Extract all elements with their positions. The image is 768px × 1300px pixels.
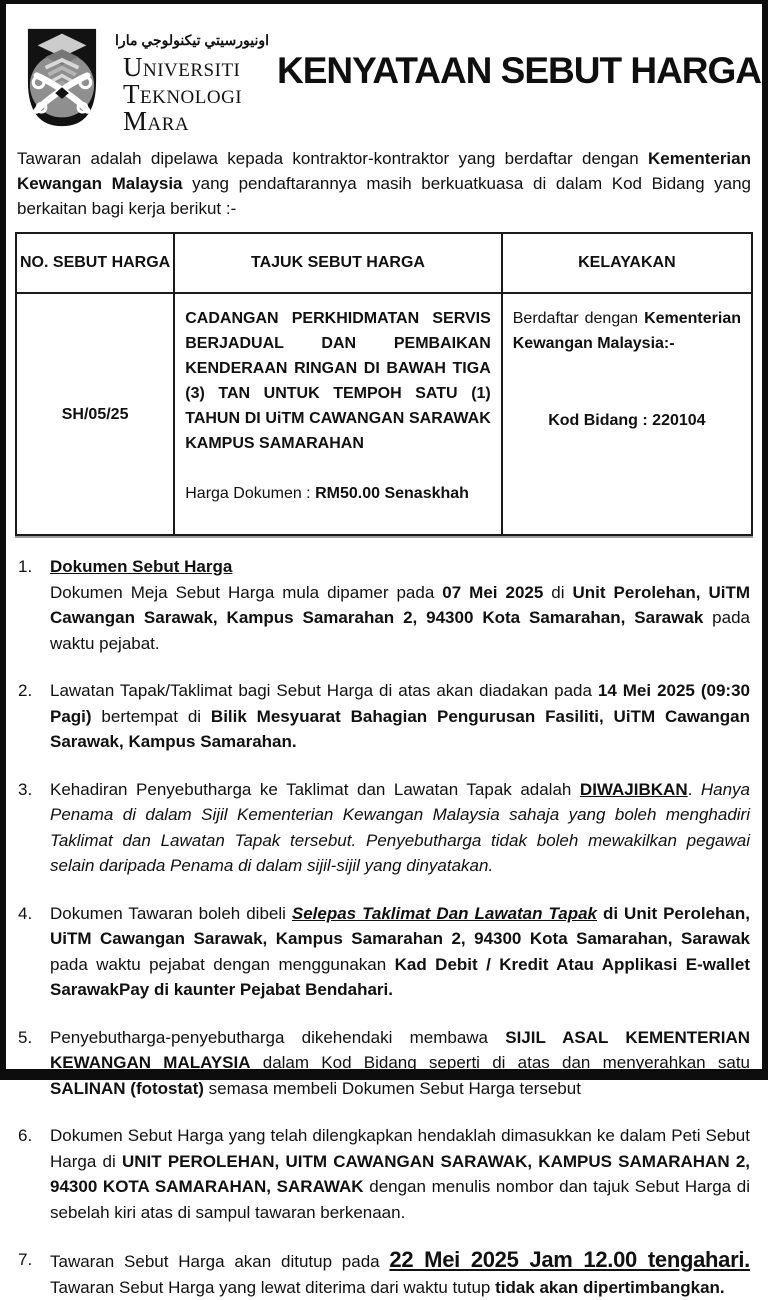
item-text: Penyebutharga-penyebutharga dikehendaki membawa SIJIL ASAL KEMENTERIAN KEWANGAN MALAYSIA dalam Kod Bidang seperti di atas dan menyerahkan satu SALINAN (fotostat) semasa membeli Dokumen Sebut Harga tersebut (50, 1027, 750, 1098)
item-number: 6. (18, 1126, 33, 1145)
list-item-1 (15, 554, 753, 656)
eligibility-text: Berdaftar dengan Kementerian Kewangan Malaysia:- (512, 310, 741, 352)
header-kelayakan: KELAYAKAN (502, 233, 752, 293)
quotation-table (15, 232, 753, 536)
list-item-3 (15, 777, 753, 879)
list-item-6 (15, 1123, 753, 1225)
item-text: Tawaran Sebut Harga akan ditutup pada 22 Mei 2025 Jam 12.00 tengahari. Tawaran Sebut Harga yang lewat diterima dari waktu tutup tidak akan dipertimbangkan. (50, 1247, 750, 1297)
table-header-row (16, 233, 752, 293)
quotation-title-text: CADANGAN PERKHIDMATAN SERVIS BERJADUAL DAN PEMBAIKAN KENDERAAN RINGAN DI BAWAH TIGA (3) TAN UNTUK TEMPOH SATU (1) TAHUN DI UiTM CAWANGAN SARAWAK KAMPUS SAMARAHAN (185, 310, 491, 452)
cell-quotation-number: SH/05/25 (16, 293, 174, 535)
item-number: 3. (18, 779, 33, 799)
terms-list (15, 554, 753, 1300)
item-text: Lawatan Tapak/Taklimat bagi Sebut Harga di atas akan diadakan pada 14 Mei 2025 (09:30 Pagi) bertempat di Bilik Mesyuarat Bahagian Pengurusan Fasiliti, UiTM Cawangan Sarawak, Kampus Samarahan. (50, 681, 750, 751)
title-area (269, 26, 761, 92)
item-number: 4. (18, 903, 33, 923)
item-text: Dokumen Sebut Harga yang telah dilengkapkan hendaklah dimasukkan ke dalam Peti Sebut Harga di UNIT PEROLEHAN, UITM CAWANGAN SARAWAK, KAMPUS SAMARAHAN 2, 94300 KOTA SAMARAHAN, SARAWAK dengan menulis nombor dan tajuk Sebut Harga di sebelah kiri atas di sampul tawaran berkenaan. (50, 1126, 751, 1222)
uitm-wordmark (115, 26, 269, 136)
list-item-4 (15, 901, 753, 1003)
cell-quotation-title (174, 293, 502, 535)
document-price-text: Harga Dokumen : RM50.00 Senaskhah (185, 485, 469, 502)
item-body (50, 554, 753, 656)
logo-word-universiti: Universiti (123, 52, 241, 82)
jawi-script-text: اونيورسيتي تيكنولوجي مارا (115, 32, 269, 48)
intro-paragraph: Tawaran adalah dipelawa kepada kontraktor-kontraktor yang berdaftar dengan Kementerian Kewangan Malaysia yang pendaftarannya masih berkuatkuasa di dalam Kod Bidang yang berkaitan bagi kerja berikut :- (17, 149, 751, 218)
list-item-2 (15, 678, 753, 755)
item-heading: Dokumen Sebut Harga (50, 557, 233, 576)
item-text: Kehadiran Penyebutharga ke Taklimat dan Lawatan Tapak adalah DIWAJIBKAN. Hanya Penama di dalam Sijil Kementerian Kewangan Malaysia sahaja yang boleh menghadiri Taklimat dan Lawatan Tapak tersebut. Penyebutharga tidak boleh mewakilkan pegawai selain daripada Penama di dalam sijil-sijil yang dinyatakan. (50, 779, 751, 875)
item-text: Dokumen Meja Sebut Harga mula dipamer pada 07 Mei 2025 di Unit Perolehan, UiTM Cawangan Sarawak, Kampus Samarahan 2, 94300 Kota Samarahan, Sarawak pada waktu pejabat. (50, 582, 750, 653)
kod-bidang-text: Kod Bidang : 220104 (548, 412, 706, 429)
page-title: KENYATAAN SEBUT HARGA (277, 50, 762, 91)
item-number: 1. (18, 557, 33, 576)
list-item-7 (15, 1247, 753, 1300)
logo-word-mara: Mara (123, 106, 190, 136)
uitm-crest-logo-icon (25, 26, 99, 129)
header-no-sebut-harga: NO. SEBUT HARGA (16, 233, 174, 293)
cell-eligibility (502, 293, 752, 535)
item-text: Dokumen Tawaran boleh dibeli Selepas Taklimat Dan Lawatan Tapak di Unit Perolehan, UiTM Cawangan Sarawak, Kampus Samarahan 2, 94300 Kota Samarahan, Sarawak pada waktu pejabat dengan menggunakan Kad Debit / Kredit Atau Applikasi E-wallet SarawakPay di kaunter Pejabat Bendahari. (50, 903, 750, 999)
item-number: 2. (18, 681, 33, 700)
header-tajuk-sebut-harga: TAJUK SEBUT HARGA (174, 233, 502, 293)
item-number: 5. (18, 1027, 33, 1047)
item-number: 7. (18, 1250, 33, 1269)
list-item-5 (15, 1025, 753, 1102)
table-row (16, 293, 752, 535)
logo-word-teknologi: Teknologi (123, 79, 243, 109)
document-header (15, 4, 762, 138)
